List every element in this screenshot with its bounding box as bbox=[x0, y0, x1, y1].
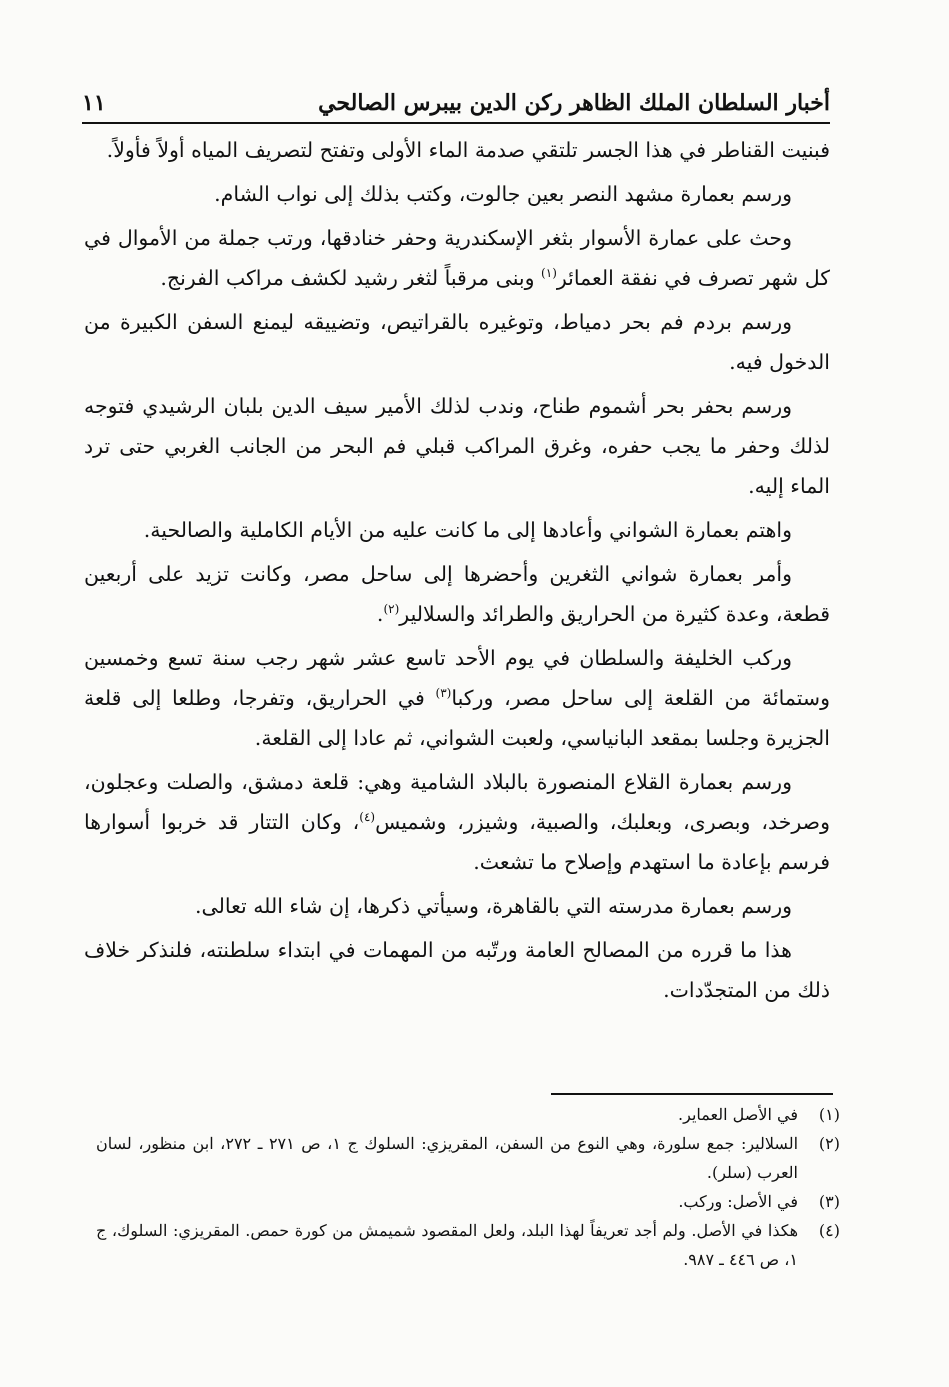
running-head: أخبار السلطان الملك الظاهر ركن الدين بيبرس الصالحي bbox=[318, 90, 830, 116]
footnote-3 bbox=[96, 1187, 840, 1216]
paragraph-5: ورسم بحفر بحر أشموم طناح، وندب لذلك الأمير سيف الدين بلبان الرشيدي فتوجه لذلك وحفر ما يجب حفره، وغرق المراكب قبلي فم البحر من الجانب الغربي حتى ترد الماء إليه. bbox=[84, 394, 830, 498]
footnote-separator bbox=[551, 1093, 833, 1095]
footnote-text: السلالير: جمع سلورة، وهي النوع من السفن، المقريزي: السلوك ج ١، ص ٢٧١ ـ ٢٧٢، ابن منظور، لسان العرب (سلر). bbox=[96, 1134, 799, 1182]
footnote-number: (١) bbox=[818, 1105, 840, 1124]
paragraph-8: وركب الخليفة والسلطان في يوم الأحد تاسع عشر شهر رجب سنة تسع وخمسين وستمائة من القلعة إلى ساحل مصر، وركبا$^{(٣)}$ في الحراريق، وتفرجا، وطلعا إلى قلعة الجزيرة وجلسا بمقعد البانياسي، ولعبت الشواني، ثم عادا إلى القلعة. bbox=[84, 646, 830, 750]
footnote-ref-4[interactable]: (٤) bbox=[359, 810, 376, 825]
paragraph-2: ورسم بعمارة مشهد النصر بعين جالوت، وكتب بذلك إلى نواب الشام. bbox=[214, 182, 792, 206]
footnote-text: في الأصل العماير. bbox=[678, 1105, 798, 1124]
footnote-ref-3[interactable]: (٣) bbox=[435, 686, 452, 701]
footnote-number: (٣) bbox=[818, 1192, 840, 1211]
footnote-ref-2[interactable]: (٢) bbox=[383, 602, 400, 617]
footnote-2 bbox=[96, 1129, 840, 1187]
page-header bbox=[82, 84, 830, 124]
footnote-number: (٤) bbox=[818, 1221, 840, 1240]
page-number: ١١ bbox=[82, 90, 106, 116]
footnote-text: في الأصل: وركب. bbox=[678, 1192, 798, 1211]
footnote-text: هكذا في الأصل. ولم أجد تعريفاً لهذا البلد، ولعل المقصود شميمش من كورة حمص. المقريزي: السلوك، ج ١، ص ٤٤٦ ـ ٩٨٧. bbox=[96, 1221, 798, 1269]
main-text bbox=[84, 130, 830, 1014]
footnote-4 bbox=[96, 1216, 840, 1274]
paragraph-9: ورسم بعمارة القلاع المنصورة بالبلاد الشامية وهي: قلعة دمشق، والصلت وعجلون، وصرخد، وبصرى، وبعلبك، والصبية، وشيزر، وشميس$^{(٤)}$، وكان التتار قد خربوا أسوارها فرسم بإعادة ما استهدم وإصلاح ما تشعث. bbox=[84, 770, 830, 874]
footnote-number: (٢) bbox=[818, 1134, 840, 1153]
footnotes bbox=[96, 1100, 840, 1274]
paragraph-1: فبنيت القناطر في هذا الجسر تلتقي صدمة الماء الأولى وتفتح لتصريف المياه أولاً فأولاً. bbox=[106, 138, 830, 162]
paragraph-7: وأمر بعمارة شواني الثغرين وأحضرها إلى ساحل مصر، وكانت تزيد على أربعين قطعة، وعدة كثيرة من الحراريق والطرائد والسلالير$^{(٢)}$. bbox=[84, 562, 830, 626]
footnote-1 bbox=[96, 1100, 840, 1129]
footnote-ref-1[interactable]: (١) bbox=[541, 266, 557, 281]
paragraph-3: وحث على عمارة الأسوار بثغر الإسكندرية وحفر خنادقها، ورتب جملة من الأموال في كل شهر تصرف في نفقة العمائر$^{(١)}$ وبنى مرقباً لثغر رشيد لكشف مراكب الفرنج. bbox=[84, 226, 830, 290]
paragraph-11: هذا ما قرره من المصالح العامة ورتّبه من المهمات في ابتداء سلطنته، فلنذكر خلاف ذلك من المتجدّدات. bbox=[84, 938, 830, 1002]
paragraph-6: واهتم بعمارة الشواني وأعادها إلى ما كانت عليه من الأيام الكاملية والصالحية. bbox=[143, 518, 792, 542]
paragraph-10: ورسم بعمارة مدرسته التي بالقاهرة، وسيأتي ذكرها، إن شاء الله تعالى. bbox=[194, 894, 792, 918]
paragraph-4: ورسم بردم فم بحر دمياط، وتوغيره بالقراتيص، وتضييقه ليمنع السفن الكبيرة من الدخول فيه. bbox=[84, 310, 830, 374]
